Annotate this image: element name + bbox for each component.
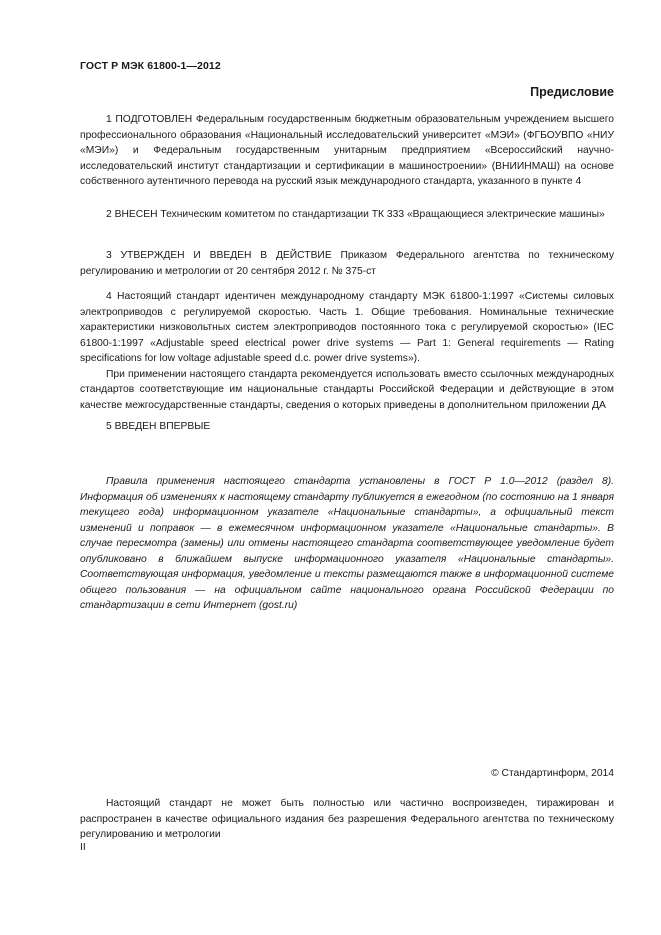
rules-of-application bbox=[80, 474, 614, 614]
foreword-item-3 bbox=[80, 248, 614, 279]
paragraph: Настоящий стандарт не может быть полностью или частично воспроизведен, тиражирован и распространен в качестве официального издания без разрешения Федерального агентства по техническому регулированию и метрологии bbox=[80, 798, 614, 840]
standard-code: ГОСТ Р МЭК 61800-1—2012 bbox=[80, 60, 221, 72]
paragraph: 4 Настоящий стандарт идентичен международному стандарту МЭК 61800-1:1997 «Системы силовых электроприводов с регулируемой скоростью. Часть 1. Общие требования. Номинальные технические характеристики низковольтных систем электроприводов постоянного тока с регулируемой скоростью» (IEC 61800-1:1997 «Adjustable speed electrical power drive systems — Part 1: General requirements — Rating specifications for low voltage adjustable speed d.c. power drive systems»). bbox=[80, 291, 614, 364]
reproduction-notice bbox=[80, 796, 614, 843]
paragraph: 3 УТВЕРЖДЕН И ВВЕДЕН В ДЕЙСТВИЕ Приказом Федерального агентства по техническому регулированию и метрологии от 20 сентября 2012 г. № 375-ст bbox=[80, 250, 614, 277]
copyright: © Стандартинформ, 2014 bbox=[491, 768, 614, 779]
paragraph: При применении настоящего стандарта рекомендуется использовать вместо ссылочных международных стандартов соответствующие им национальные стандарты Российской Федерации и действующие в этом качестве межгосударственные стандарты, сведения о которых приведены в дополнительном приложении ДА bbox=[80, 368, 614, 411]
foreword-item-2 bbox=[80, 207, 614, 223]
paragraph: 2 ВНЕСЕН Техническим комитетом по стандартизации ТК 333 «Вращающиеся электрические машины» bbox=[106, 209, 605, 220]
foreword-item-4 bbox=[80, 289, 614, 413]
page-number: II bbox=[80, 842, 86, 853]
foreword-item-1 bbox=[80, 112, 614, 190]
paragraph: Правила применения настоящего стандарта установлены в ГОСТ Р 1.0—2012 (раздел 8). Информация об изменениях к настоящему стандарту публикуется в ежегодном (по состоянию на 1 января текущего года) информационном указателе «Национальные стандарты», а официальный текст изменений и поправок — в ежемесячном информационном указателе «Национальные стандарты». В случае пересмотра (замены) или отмены настоящего стандарта соответствующее уведомление будет опубликовано в ближайшем выпуске информационного указателя «Национальные стандарты». Соответствующая информация, уведомление и тексты размещаются также в информационной системе общего пользования — на официальном сайте национального органа Российской Федерации по стандартизации в сети Интернет (gost.ru) bbox=[80, 476, 614, 611]
paragraph: 5 ВВЕДЕН ВПЕРВЫЕ bbox=[106, 421, 211, 432]
foreword-title: Предисловие bbox=[530, 85, 614, 99]
paragraph: 1 ПОДГОТОВЛЕН Федеральным государственным бюджетным образовательным учреждением высшего профессионального образования «Национальный исследовательский университет «МЭИ» (ФГБОУВПО «НИУ «МЭИ») и Федеральным государственным унитарным предприятием «Всероссийский научно-исследовательский институт стандартизации и сертификации в машиностроении» (ВНИИНМАШ) на основе собственного аутентичного перевода на русский язык международного стандарта, указанного в пункте 4 bbox=[80, 114, 614, 187]
foreword-item-5 bbox=[80, 419, 614, 435]
